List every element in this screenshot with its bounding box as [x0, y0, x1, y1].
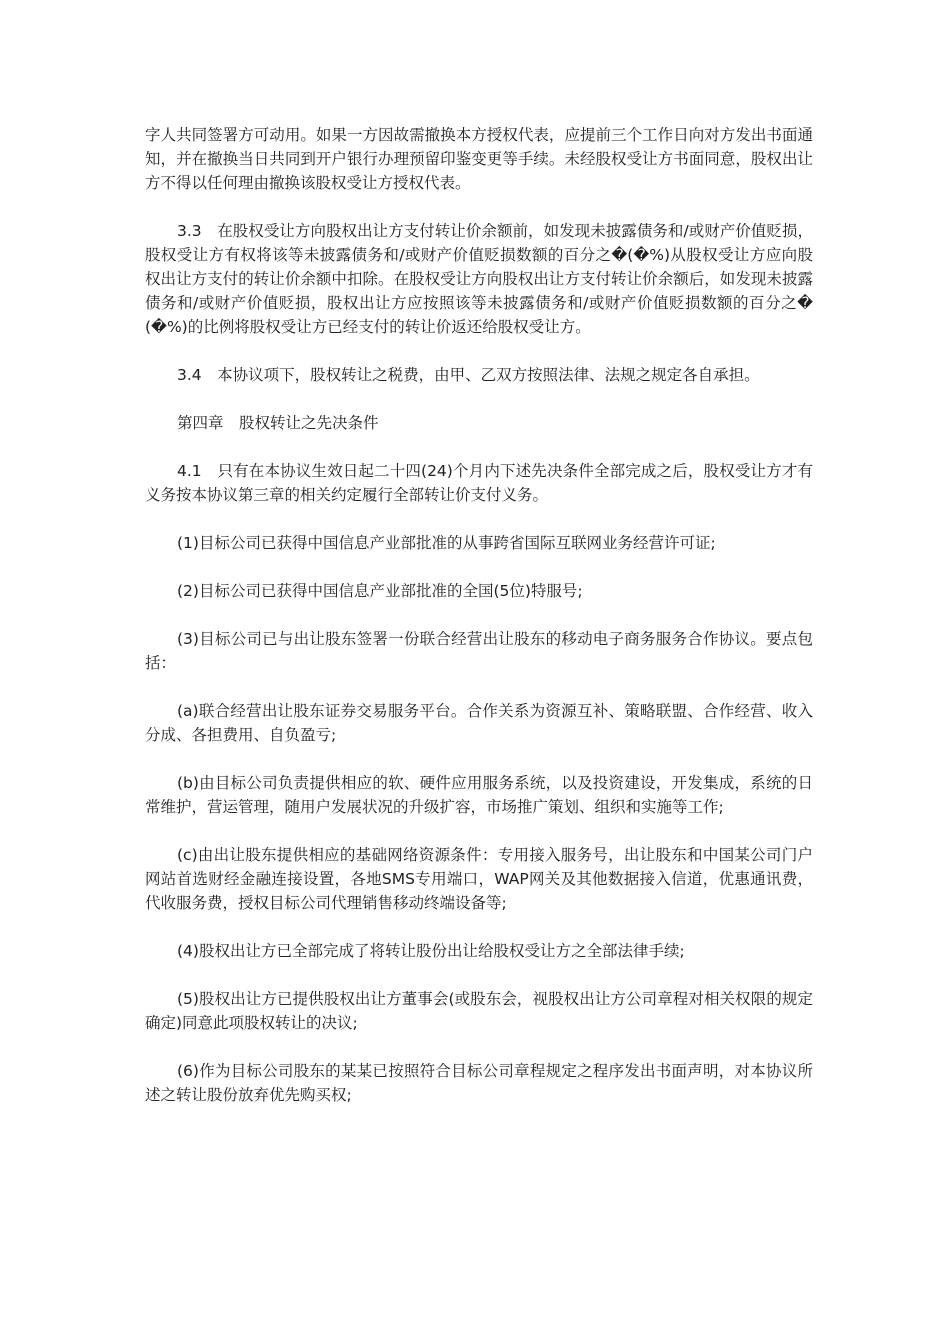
paragraph-authorization-continued: 字人共同签署方可动用。如果一方因故需撤换本方授权代表，应提前三个工作日向对方发出书面通知，并在撤换当日共同到开户银行办理预留印鉴变更等手续。未经股权受让方书面同意，股权出让方不得以任何理由撤换该股权受让方授权代表。 — [145, 126, 813, 192]
paragraph-3-4: 3.4 本协议项下，股权转让之税费，由甲、乙双方按照法律、法规之规定各自承担。 — [177, 366, 760, 384]
paragraph-4-1: 4.1 只有在本协议生效日起二十四(24)个月内下述先决条件全部完成之后，股权受让方才有义务按本协议第三章的相关约定履行全部转让价支付义务。 — [145, 462, 813, 504]
document-page — [145, 123, 813, 1131]
condition-subitem-b: (b)由目标公司负责提供相应的软、硬件应用服务系统，以及投资建设，开发集成，系统的日常维护，营运管理，随用户发展状况的升级扩容，市场推广策划、组织和实施等工作; — [145, 774, 813, 816]
condition-item-2: (2)目标公司已获得中国信息产业部批准的全国(5位)特服号; — [177, 582, 583, 600]
paragraph-3-3: 3.3 在股权受让方向股权出让方支付转让价余额前，如发现未披露债务和/或财产价值贬损，股权受让方有权将该等未披露债务和/或财产价值贬损数额的百分之�(�%)从股权受让方应向股权出让方支付的转让价余额中扣除。在股权受让方向股权出让方支付转让价余额后，如发现未披露债务和/或财产价值贬损，股权出让方应按照该等未披露债务和/或财产价值贬损数额的百分之�(�%)的比例将股权受让方已经支付的转让价返还给股权受让方。 — [145, 222, 813, 336]
condition-item-3: (3)目标公司已与出让股东签署一份联合经营出让股东的移动电子商务服务合作协议。要点包括： — [145, 630, 813, 672]
chapter-4-heading: 第四章 股权转让之先决条件 — [177, 414, 379, 432]
condition-item-5: (5)股权出让方已提供股权出让方董事会(或股东会，视股权出让方公司章程对相关权限的规定确定)同意此项股权转让的决议; — [145, 990, 813, 1032]
condition-subitem-c: (c)由出让股东提供相应的基础网络资源条件：专用接入服务号，出让股东和中国某公司门户网站首选财经金融连接设置，各地SMS专用端口，WAP网关及其他数据接入信道，优惠通讯费，代收服务费，授权目标公司代理销售移动终端设备等; — [145, 846, 813, 912]
condition-item-1: (1)目标公司已获得中国信息产业部批准的从事跨省国际互联网业务经营许可证; — [177, 534, 716, 552]
condition-subitem-a: (a)联合经营出让股东证券交易服务平台。合作关系为资源互补、策略联盟、合作经营、收入分成、各担费用、自负盈亏; — [145, 702, 813, 744]
condition-item-4: (4)股权出让方已全部完成了将转让股份出让给股权受让方之全部法律手续; — [177, 942, 685, 960]
condition-item-6: (6)作为目标公司股东的某某已按照符合目标公司章程规定之程序发出书面声明，对本协议所述之转让股份放弃优先购买权; — [145, 1062, 813, 1104]
